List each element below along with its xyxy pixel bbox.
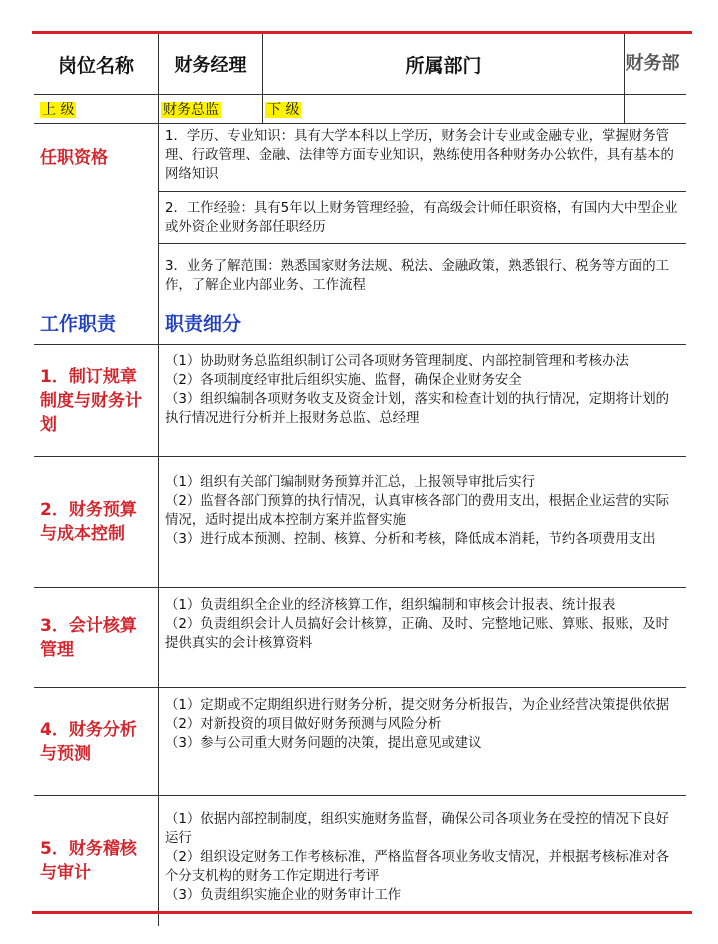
qualification-label: 任职资格 xyxy=(40,148,108,168)
duty-item: （2）负责组织会计人员搞好会计核算，正确、及时、完整地记账、算账、报账，及时提供真实的会计核算资料 xyxy=(165,617,669,651)
qualification-item: 1．学历、专业知识：具有大学本科以上学历，财务会计专业或金融专业，掌握财务管理、行政管理、金融、法律等方面专业知识，熟练使用各种财务办公软件，具有基本的网络知识 xyxy=(159,124,686,192)
duty-row xyxy=(34,588,686,688)
qualification-item: 2．工作经验：具有5年以上财务管理经验，有高级会计师任职资格，有国内大中型企业或外资企业财务部任职经历 xyxy=(159,192,686,244)
duty-item: （3）参与公司重大财务问题的决策，提出意见或建议 xyxy=(165,736,482,751)
header-row xyxy=(34,34,686,95)
superior-label: 上 级 xyxy=(42,102,75,118)
duty-item: （1）组织有关部门编制财务预算并汇总，上报领导审批后实行 xyxy=(165,475,536,490)
bottom-red-rule xyxy=(32,911,692,914)
department-value: 财务部 xyxy=(624,34,680,94)
subheader-row xyxy=(34,95,686,124)
subordinate-label: 下 级 xyxy=(267,102,300,118)
duty-item: （2）监督各部门预算的执行情况，认真审核各部门的费用支出，根据企业运营的实际情况，适时提出成本控制方案并监督实施 xyxy=(165,494,669,528)
duties-header-right: 职责细分 xyxy=(165,312,242,335)
position-label: 岗位名称 xyxy=(57,54,134,77)
duty-item: （3）进行成本预测、控制、核算、分析和考核，降低成本消耗，节约各项费用支出 xyxy=(165,532,656,547)
duties-header-row xyxy=(34,304,686,345)
duty-title: 1．制订规章制度与财务计划 xyxy=(40,366,142,435)
duty-title: 5．财务稽核与审计 xyxy=(40,839,137,883)
duty-title: 4．财务分析与预测 xyxy=(40,719,137,764)
duty-item: （1）定期或不定期组织进行财务分析，提交财务分析报告，为企业经营决策提供依据 xyxy=(165,698,669,713)
duty-item: （1）负责组织全企业的经济核算工作，组织编制和审核会计报表、统计报表 xyxy=(165,598,616,613)
qualification-section xyxy=(34,124,686,304)
job-description-table xyxy=(34,34,686,926)
qualification-item: 3．业务了解范围：熟悉国家财务法规、税法、金融政策，熟悉银行、税务等方面的工作，了解企业内部业务、工作流程 xyxy=(165,259,669,293)
duty-item: （1）协助财务总监组织制订公司各项财务管理制度、内部控制管理和考核办法 xyxy=(165,354,629,369)
duty-item: （3）负责组织实施企业的财务审计工作 xyxy=(165,888,402,903)
duty-row xyxy=(34,688,686,796)
department-label: 所属部门 xyxy=(262,34,624,94)
duty-row xyxy=(34,345,686,457)
duties-header-left: 工作职责 xyxy=(40,313,117,335)
duty-title: 3．会计核算管理 xyxy=(40,615,137,660)
duty-item: （2）对新投资的项目做好财务预测与风险分析 xyxy=(165,717,442,732)
duty-item: （2）各项制度经审批后组织实施、监督，确保企业财务安全 xyxy=(165,373,522,388)
duty-row xyxy=(34,457,686,588)
duty-row xyxy=(34,796,686,926)
position-value: 财务经理 xyxy=(158,34,262,94)
superior-value: 财务总监 xyxy=(163,102,219,118)
duty-title: 2．财务预算与成本控制 xyxy=(40,500,137,544)
duty-item: （1）依据内部控制制度，组织实施财务监督，确保公司各项业务在受控的情况下良好运行 xyxy=(165,812,669,846)
duty-item: （2）组织设定财务工作考核标准，严格监督各项业务收支情况，并根据考核标准对各个分支机构的财务工作定期进行考评 xyxy=(165,850,669,884)
duty-item: （3）组织编制各项财务收支及资金计划，落实和检查计划的执行情况，定期将计划的执行情况进行分析并上报财务总监、总经理 xyxy=(165,392,669,426)
